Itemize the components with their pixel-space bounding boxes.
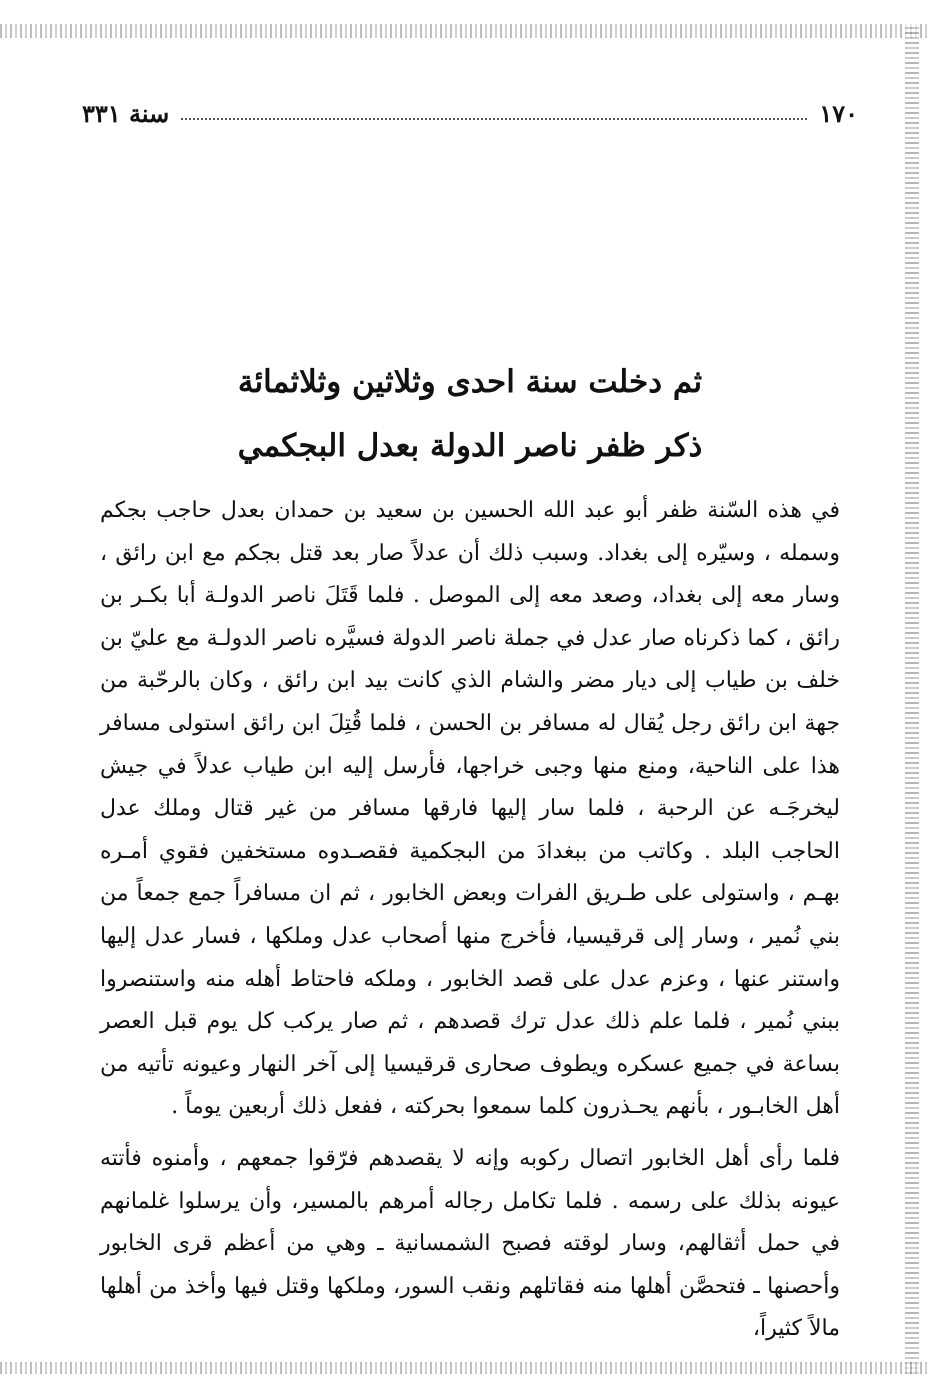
section-title: ذكر ظفر ناصر الدولة بعدل البجكمي (237, 428, 703, 464)
running-header (82, 96, 858, 130)
body-paragraph-1: في هذه السّنة ظفر أبو عبد الله الحسين بن سعيد بن حمدان بعدل حاجب بجكم وسمله ، وسيّره إلى بغداد. وسبب ذلك أن عدلاً صار بعد قتل بجكم مع ابن رائق ، وسار معه إلى بغداد، وصعد معه إلى الموصل . فلما قَتَلَ ناصر الدولـة أبا بكـر بن رائق ، كما ذكرناه صار عدل في جملة ناصر الدولة فسيَّره ناصر الدولـة مع عليّ بن خلف بن طياب إلى ديار مضر والشام الذي كانت بيد ابن رائق ، وكان بالرحّبة من جهة ابن رائق رجل يُقال له مسافر بن الحسن ، فلما قُتِلَ ابن رائق استولى مسافر هذا على الناحية، ومنع منها وجبى خراجها، فأرسل إليه ابن طياب عدلاً في جيش ليخرجَـه عن الرحبة ، فلما سار إليها فارقها مسافر من غير قتال وملك عدل الحاجب البلد . وكاتب من ببغدادَ من البجكمية فقصـدوه مستخفين فقوي أمـره بهـم ، واستولى على طـريق الفرات وبعض الخابور ، ثم ان مسافراً جمع جمعاً من بني نُمير ، وسار إلى قرقيسيا، فأخرج منها أصحاب عدل وملكها ، فسار عدل إليها واستنر عنها ، وعزم عدل على قصد الخابور ، وملكه فاحتاط أهله منه واستنصروا ببني نُمير ، فلما علم ذلك عدل ترك قصدهم ، ثم صار يركب كل يوم قبل العصر بساعة في جميع عسكره ويطوف صحارى قرقيسيا إلى آخر النهار وعيونه تأتيه من أهل الخابـور ، بأنهم يحـذرون كلما سمعوا بحركته ، ففعل ذلك أربعين يوماً . (100, 498, 840, 1120)
dotted-leader (181, 106, 807, 120)
decorative-border-top (0, 24, 930, 38)
chapter-title: ثم دخلت سنة احدى وثلاثين وثلاثمائة (237, 364, 703, 400)
decorative-border-bottom (0, 1362, 930, 1374)
year-label: سنة ٣٣١ (82, 98, 170, 128)
page-number: ١٧٠ (819, 98, 858, 128)
decorative-border-right (905, 24, 919, 1374)
body-paragraph-2: فلما رأى أهل الخابور اتصال ركوبه وإنه لا يقصدهم فرّقوا جمعهم ، وأمنوه فأتته عيونه بذلك على رسمه . فلما تكامل رجاله أمرهم بالمسير، وأن يرسلوا غلمانهم في حمل أثقالهم، وسار لوقته فصبح الشمسانية ـ وهي من أعظم قرى الخابور وأحصنها ـ فتحصَّن أهلها منه فقاتلهم ونقب السور، وملكها وقتل فيها وأخذ من أهلها مالاً كثيراً، (100, 1146, 840, 1342)
